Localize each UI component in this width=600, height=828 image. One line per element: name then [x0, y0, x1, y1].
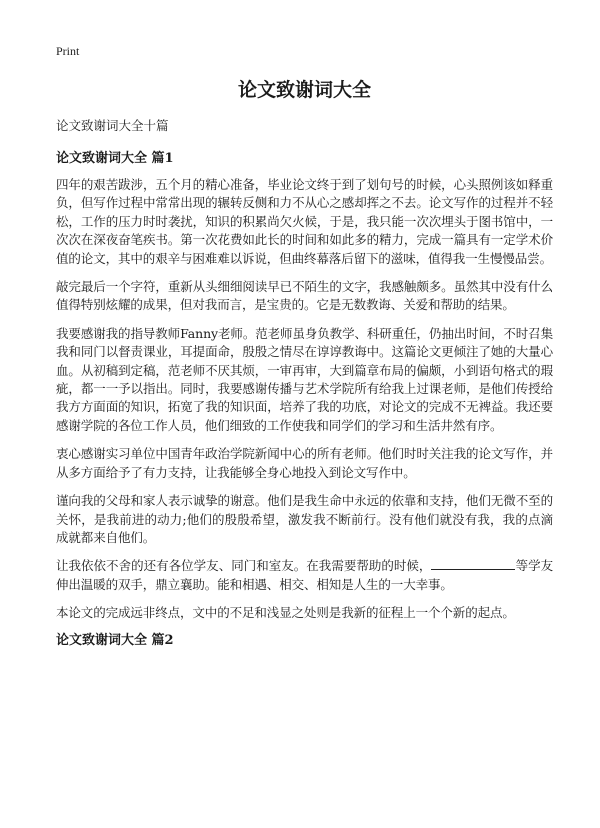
paragraph-with-blank [56, 557, 553, 594]
section-2 [56, 633, 553, 649]
paragraph: 衷心感谢实习单位中国青年政治学院新闻中心的所有老师。他们时时关注我的论文写作，并从多方面给予了有力支持，让我能够全身心地投入到论文写作中。 [56, 446, 553, 480]
paragraph: 谨向我的父母和家人表示诚挚的谢意。他们是我生命中永远的依靠和支持，他们无微不至的关怀，是我前进的动力;他们的殷殷希望，激发我不断前行。没有他们就没有我，我的点滴成就都来自他们。 [56, 493, 553, 545]
paragraph: 我要感谢我的指导教师Fanny老师。范老师虽身负教学、科研重任，仍抽出时间，不时召集我和同门以督责课业，耳提面命，殷殷之情尽在谆谆教诲中。这篇论文更倾注了她的大量心血。从初稿到定稿，范老师不厌其烦，一审再审，大到篇章布局的偏颇，小到语句格式的瑕疵，都一一予以指出。同时，我要感谢传播与艺术学院所有给我上过课老师，是他们传授给我方方面面的知识，拓宽了我的知识面，培养了我的功底，对论文的完成不无裨益。我还要感谢学院的各位工作人员，他们细致的工作使我和同学们的学习和生活井然有序。 [56, 325, 553, 433]
document-title: 论文致谢词大全 [237, 79, 371, 101]
section-heading: 论文致谢词大全 篇2 [56, 632, 174, 648]
paragraph-text-before-blank: 让我依依不舍的还有各位学友、同门和室友。在我需要帮助的时候， [56, 558, 432, 574]
document-page [56, 44, 553, 658]
paragraph: 敲完最后一个字符，重新从头细细阅读早已不陌生的文字，我感触颇多。虽然其中没有什么值得特别炫耀的成果，但对我而言，是宝贵的。它是无数教诲、关爱和帮助的结果。 [56, 279, 553, 313]
section-1 [56, 151, 553, 623]
fill-in-blank-line [431, 557, 515, 570]
document-subtitle: 论文致谢词大全十篇 [56, 118, 169, 133]
section-heading: 论文致谢词大全 篇1 [56, 151, 174, 166]
closing-paragraph: 本论文的完成远非终点，文中的不足和浅显之处则是我新的征程上一个个新的起点。 [56, 605, 515, 621]
print-link[interactable]: Print [56, 44, 80, 58]
paragraph-text-after-blank: 等学友伸出温暖的双手，鼎立襄助。能和相遇、相交、相知是人生的一大幸事。 [56, 558, 553, 592]
paragraph: 四年的艰苦跋涉，五个月的精心准备，毕业论文终于到了划句号的时候，心头照例该如释重负，但写作过程中常常出现的辗转反侧和力不从心之感却挥之不去。论文写作的过程并不轻松，工作的压力时时袭扰，知识的积累尚欠火候，于是，我只能一次次埋头于图书馆中，一次次在深夜奋笔疾书。第一次花费如此长的时间和如此多的精力，完成一篇具有一定学术价值的论文，其中的艰辛与困难难以诉说，但曲终幕落后留下的滋味，值得我一生慢慢品尝。 [56, 177, 553, 266]
